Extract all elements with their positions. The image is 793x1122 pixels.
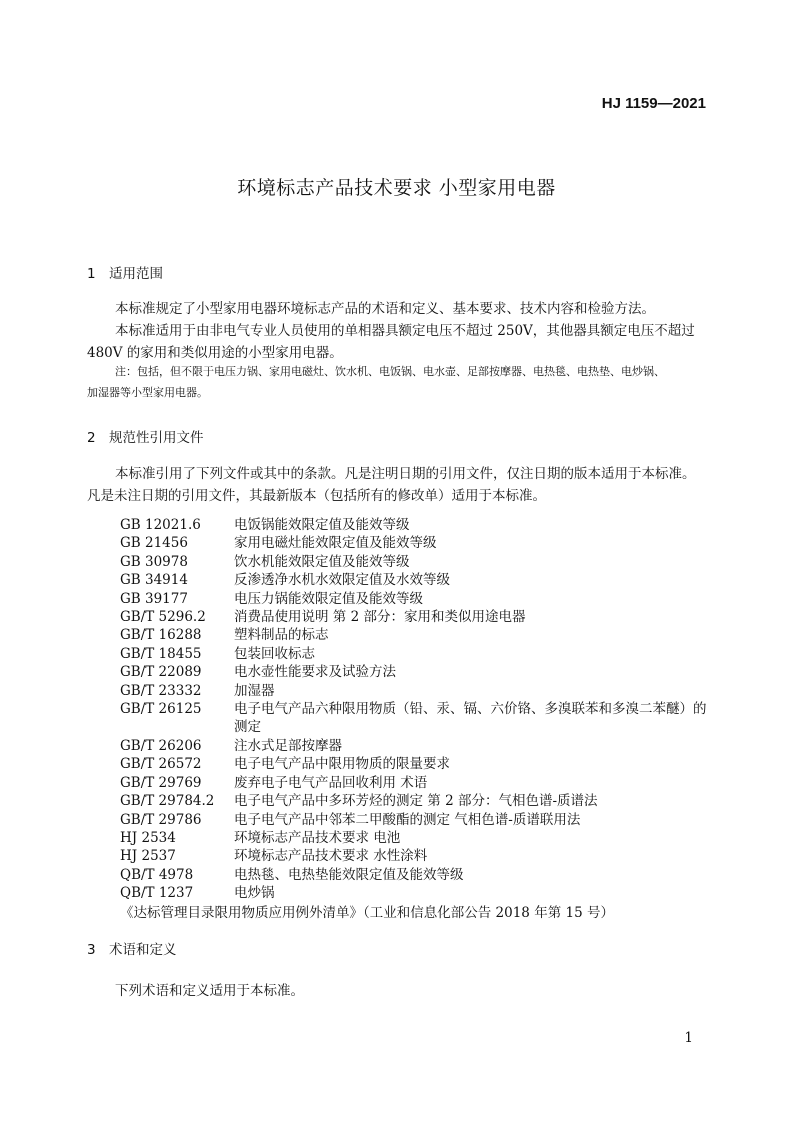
section-2-heading <box>87 426 204 446</box>
section-2-paragraph-1 <box>87 463 709 507</box>
reference-code: GB 30978 <box>120 553 188 570</box>
reference-code: GB/T 29784.2 <box>120 793 215 810</box>
reference-title: 包装回收标志 <box>234 645 315 662</box>
reference-title: 塑料制品的标志 <box>234 627 329 644</box>
note-line: 注：包括，但不限于电压力锅、家用电磁灶、饮水机、电饭锅、电水壶、足部按摩器、电热毯、电热垫、电炒锅、 <box>115 365 665 378</box>
reference-code: GB/T 26125 <box>120 701 202 718</box>
reference-code: GB 34914 <box>120 572 188 589</box>
reference-row <box>120 626 720 644</box>
reference-code: GB 21456 <box>120 535 188 552</box>
reference-title: 电子电气产品中限用物质的限量要求 <box>234 756 450 773</box>
reference-title: 注水式足部按摩器 <box>234 737 342 754</box>
reference-title: 废弃电子电气产品回收利用 术语 <box>234 774 428 791</box>
reference-code: GB 39177 <box>120 590 188 607</box>
reference-row <box>120 534 720 552</box>
reference-title: 电热毯、电热垫能效限定值及能效等级 <box>234 866 464 883</box>
reference-code: GB/T 26572 <box>120 756 202 773</box>
paragraph-line: 480V 的家用和类似用途的小型家用电器。 <box>87 345 343 361</box>
reference-code: GB/T 5296.2 <box>120 609 206 626</box>
reference-title: 环境标志产品技术要求 电池 <box>234 829 401 846</box>
section-1-heading <box>87 262 163 282</box>
reference-code: QB/T 4978 <box>120 866 194 883</box>
reference-title: 电子电气产品中邻苯二甲酸酯的测定 气相色谱-质谱联用法 <box>234 811 581 828</box>
section-3-number: 3 <box>87 942 96 958</box>
reference-row <box>120 571 720 589</box>
reference-title: 电压力锅能效限定值及能效等级 <box>234 590 423 607</box>
reference-row <box>120 866 720 884</box>
reference-row <box>120 590 720 608</box>
reference-code: GB/T 18455 <box>120 645 202 662</box>
reference-code: GB 12021.6 <box>120 517 201 533</box>
reference-row <box>120 755 720 773</box>
paragraph-line: 本标准规定了小型家用电器环境标志产品的术语和定义、基本要求、技术内容和检验方法。 <box>115 301 655 317</box>
paragraph-line: 本标准引用了下列文件或其中的条款。凡是注明日期的引用文件，仅注日期的版本适用于本标准。 <box>115 466 696 482</box>
reference-title: 饮水机能效限定值及能效等级 <box>234 553 410 570</box>
reference-row <box>120 884 720 902</box>
reference-code: GB/T 29769 <box>120 774 202 791</box>
section-3-title: 术语和定义 <box>109 942 177 958</box>
page-number: 1 <box>684 1030 693 1046</box>
reference-row <box>120 516 720 534</box>
section-2-title: 规范性引用文件 <box>109 430 204 446</box>
reference-code: GB/T 22089 <box>120 664 202 681</box>
section-1-paragraph-2 <box>87 320 709 364</box>
reference-code: GB/T 23332 <box>120 682 202 699</box>
section-1-note <box>87 361 709 403</box>
section-1-paragraph-1 <box>87 298 709 320</box>
reference-row <box>120 682 720 700</box>
section-3-heading <box>87 938 177 958</box>
section-1-number: 1 <box>87 266 96 282</box>
paragraph-line: 凡是未注日期的引用文件，其最新版本（包括所有的修改单）适用于本标准。 <box>87 488 546 504</box>
reference-code: QB/T 1237 <box>120 885 194 902</box>
reference-row <box>120 811 720 829</box>
reference-code: HJ 2537 <box>120 848 176 865</box>
reference-code: HJ 2534 <box>120 829 176 846</box>
reference-row <box>120 847 720 865</box>
reference-row <box>120 553 720 571</box>
section-3-paragraph-1 <box>87 980 709 1002</box>
section-1-title: 适用范围 <box>109 266 163 282</box>
reference-code: GB/T 16288 <box>120 627 202 644</box>
standard-code: HJ 1159—2021 <box>601 95 706 112</box>
reference-row <box>120 774 720 792</box>
reference-row <box>120 645 720 663</box>
reference-row <box>120 792 720 810</box>
reference-title: 电炒锅 <box>234 885 275 902</box>
reference-title: 消费品使用说明 第 2 部分：家用和类似用途电器 <box>234 609 526 626</box>
paragraph-line: 本标准适用于由非电气专业人员使用的单相器具额定电压不超过 250V，其他器具额定电压不超过 <box>115 323 695 339</box>
reference-row <box>120 829 720 847</box>
reference-code: GB/T 29786 <box>120 811 202 828</box>
section-2-number: 2 <box>87 430 96 446</box>
paragraph-line: 下列术语和定义适用于本标准。 <box>115 983 304 999</box>
reference-code: GB/T 26206 <box>120 737 202 754</box>
reference-title: 电子电气产品六种限用物质（铅、汞、镉、六价铬、多溴联苯和多溴二苯醚）的测定 <box>234 701 707 736</box>
reference-row <box>120 663 720 681</box>
reference-exceptions-list: 《达标管理目录限用物质应用例外清单》（工业和信息化部公告 2018 年第 15 号） <box>120 905 614 921</box>
note-line: 加湿器等小型家用电器。 <box>87 386 208 399</box>
reference-title: 电子电气产品中多环芳烃的测定 第 2 部分：气相色谱-质谱法 <box>234 793 598 810</box>
reference-row <box>120 608 720 626</box>
reference-title: 加湿器 <box>234 682 275 699</box>
reference-title: 家用电磁灶能效限定值及能效等级 <box>234 535 437 552</box>
reference-title: 电饭锅能效限定值及能效等级 <box>234 517 410 533</box>
reference-title: 电水壶性能要求及试验方法 <box>234 664 396 681</box>
reference-title: 环境标志产品技术要求 水性涂料 <box>234 848 428 865</box>
document-title: 环境标志产品技术要求 小型家用电器 <box>237 177 556 199</box>
reference-row <box>120 737 720 755</box>
reference-row <box>120 700 720 737</box>
reference-list <box>120 516 720 903</box>
reference-title: 反渗透净水机水效限定值及水效等级 <box>234 572 450 589</box>
